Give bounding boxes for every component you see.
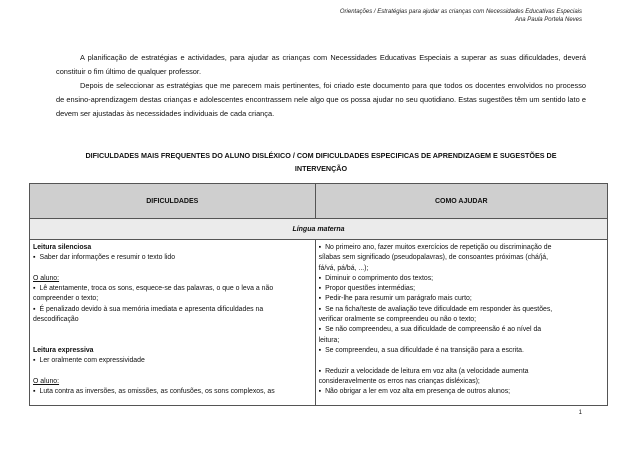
strategy-item-continuation: consideravelmente os erros nas crianças disléxicas); <box>318 377 480 385</box>
student-label: O aluno: <box>33 274 60 282</box>
difficulty-item: ▪ Saber dar informações e resumir o texto lido <box>33 253 312 263</box>
difficulties-cell <box>30 240 316 406</box>
difficulty-item: ▪ Lê atentamente, troca os sons, esquece-se das palavras, o que o leva a não <box>33 284 312 294</box>
intro-paragraph-1: A planificação de estratégias e actividades, para ajudar as crianças com Necessidades Educativas Especiais a superar as suas dificuldades, deverá constituir o fim último de qualquer professor. <box>56 53 586 76</box>
strategy-item-continuation: verificar oralmente se compreendeu ou não o texto; <box>318 316 477 324</box>
section-title <box>56 149 586 175</box>
difficulty-item: ▪ É penalizado devido à sua memória imediata e apresenta dificuldades na <box>33 305 312 315</box>
difficulty-item: ▪ Ler oralmente com expressividade <box>33 356 312 366</box>
strategy-item: ▪ Pedir-lhe para resumir um parágrafo mais curto; <box>319 294 604 304</box>
intro-text <box>56 51 586 121</box>
section-title-line-2: INTERVENÇÃO <box>294 164 348 173</box>
column-header-how-to-help: COMO AJUDAR <box>315 184 607 219</box>
strategy-item-continuation: leitura; <box>318 336 340 344</box>
page-number: 1 <box>578 410 582 416</box>
column-header-difficulties: DIFICULDADES <box>30 184 316 219</box>
strategy-item: ▪ Se na ficha/teste de avaliação teve dificuldade em responder às questões, <box>319 305 604 315</box>
strategy-item: ▪ Diminuir o comprimento dos textos; <box>319 274 604 284</box>
section-title-line-1: DIFICULDADES MAIS FREQUENTES DO ALUNO DISLÉXICO / COM DIFICULDADES ESPECIFICAS DE APRENDIZAGEM E SUGESTÕES DE <box>85 151 557 160</box>
strategies-table <box>29 183 608 406</box>
header-title: Orientações / Estratégias para ajudar as crianças com Necessidades Educativas Especiais <box>339 9 582 15</box>
how-to-help-cell <box>315 240 607 406</box>
header-author: Ana Paula Portela Neves <box>514 17 582 23</box>
strategy-item-continuation: fá/vá, pá/bá, ...); <box>318 264 369 272</box>
strategy-item: ▪ Não obrigar a ler em voz alta em presença de outros alunos; <box>319 387 604 397</box>
strategy-item: ▪ Reduzir a velocidade de leitura em voz alta (a velocidade aumenta <box>319 367 604 377</box>
difficulty-item-continuation: compreender o texto; <box>33 295 99 303</box>
strategy-item: ▪ Se não compreendeu, a sua dificuldade de compreensão é ao nível da <box>319 325 604 335</box>
heading-expressive-reading: Leitura expressiva <box>33 346 94 354</box>
intro-paragraph-2: Depois de seleccionar as estratégias que me parecem mais pertinentes, foi criado este documento para que todos os docentes envolvidos no processo de ensino-aprendizagem destas crianças e adolescentes encontrassem nele algo que os possa ajudar no seu quotidiano. Estas sugestões têm um sentido lato e devem ser ajustadas às necessidades individuais de cada criança. <box>56 81 586 118</box>
difficulty-item-continuation: descodificação <box>33 316 79 324</box>
strategy-item: ▪ No primeiro ano, fazer muitos exercícios de repetição ou discriminação de <box>319 243 604 253</box>
strategy-item: ▪ Se compreendeu, a sua dificuldade é na transição para a escrita. <box>319 346 604 356</box>
running-header <box>340 8 582 24</box>
subject-header: Língua materna <box>30 219 608 240</box>
strategy-item: ▪ Propor questões intermédias; <box>319 284 604 294</box>
student-label: O aluno: <box>33 377 60 385</box>
difficulty-item: ▪ Luta contra as inversões, as omissões, as confusões, os sons complexos, as <box>33 387 312 397</box>
heading-silent-reading: Leitura silenciosa <box>33 244 92 251</box>
strategy-item-continuation: sílabas sem significado (pseudopalavras), de consoantes próximas (chá/já, <box>318 254 549 262</box>
